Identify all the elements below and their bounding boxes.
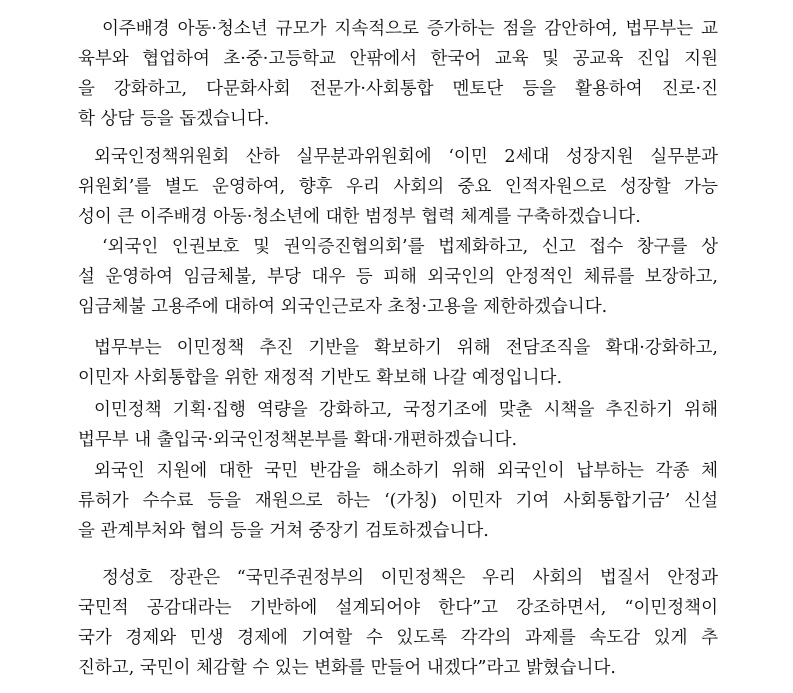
paragraph-6-line-1: 외국인 지원에 대한 국민 반감을 해소하기 위해 외국인이 납부하는 각종 체 xyxy=(94,461,718,481)
paragraph-1-line-1: 이주배경 아동·청소년 규모가 지속적으로 증가하는 점을 감안하여, 법무부는 교 xyxy=(102,19,718,39)
paragraph-5-line-1: 이민정책 기획·집행 역량을 강화하고, 국정기조에 맞춘 시책을 추진하기 위해 xyxy=(94,400,718,420)
paragraph-2-line-2: 위원회’를 별도 운영하여, 향후 우리 사회의 중요 인적자원으로 성장할 가능 xyxy=(78,177,718,197)
paragraph-5-line-2: 법무부 내 출입국·외국인정책본부를 확대·개편하겠습니다. xyxy=(78,430,518,450)
paragraph-6-line-3: 을 관계부처와 협의 등을 거쳐 중장기 검토하겠습니다. xyxy=(78,521,489,541)
paragraph-6-line-2: 류허가 수수료 등을 재원으로 하는 ‘(가칭) 이민자 기여 사회통합기금’ 신설 xyxy=(78,491,718,511)
paragraph-2-line-3: 성이 큰 이주배경 아동·청소년에 대한 범정부 협력 체계를 구축하겠습니다. xyxy=(78,207,641,227)
paragraph-7-line-1: 정성호 장관은 “국민주권정부의 이민정책은 우리 사회의 법질서 안정과 xyxy=(102,568,718,588)
paragraph-1-line-4: 학 상담 등을 돕겠습니다. xyxy=(78,109,270,129)
paragraph-7-line-2: 국민적 공감대라는 기반하에 설계되어야 한다”고 강조하면서, “이민정책이 xyxy=(78,598,718,618)
paragraph-7-line-3: 국가 경제와 민생 경제에 기여할 수 있도록 각각의 과제를 속도감 있게 추 xyxy=(78,628,718,648)
paragraph-1-line-3: 을 강화하고, 다문화사회 전문가·사회통합 멘토단 등을 활용하여 진로·진 xyxy=(78,79,718,99)
paragraph-2-line-1: 외국인정책위원회 산하 실무분과위원회에 ‘이민 2세대 성장지원 실무분과 xyxy=(94,147,718,167)
paragraph-1-line-2: 육부와 협업하여 초·중·고등학교 안팎에서 한국어 교육 및 공교육 진입 지원 xyxy=(78,49,718,69)
paragraph-3-line-3: 임금체불 고용주에 대하여 외국인근로자 초청·고용을 제한하겠습니다. xyxy=(78,297,608,317)
paragraph-3-line-2: 설 운영하여 임금체불, 부당 대우 등 피해 외국인의 안정적인 체류를 보장하고, xyxy=(78,267,718,287)
paragraph-4-line-2: 이민자 사회통합을 위한 재정적 기반도 확보해 나갈 예정입니다. xyxy=(78,368,563,388)
paragraph-7-line-4: 진하고, 국민이 체감할 수 있는 변화를 만들어 내겠다”라고 밝혔습니다. xyxy=(78,658,616,678)
paragraph-3-line-1: ‘외국인 인권보호 및 권익증진협의회’를 법제화하고, 신고 접수 창구를 상 xyxy=(102,237,718,257)
paragraph-4-line-1: 법무부는 이민정책 추진 기반을 확보하기 위해 전담조직을 확대·강화하고, xyxy=(94,338,718,358)
